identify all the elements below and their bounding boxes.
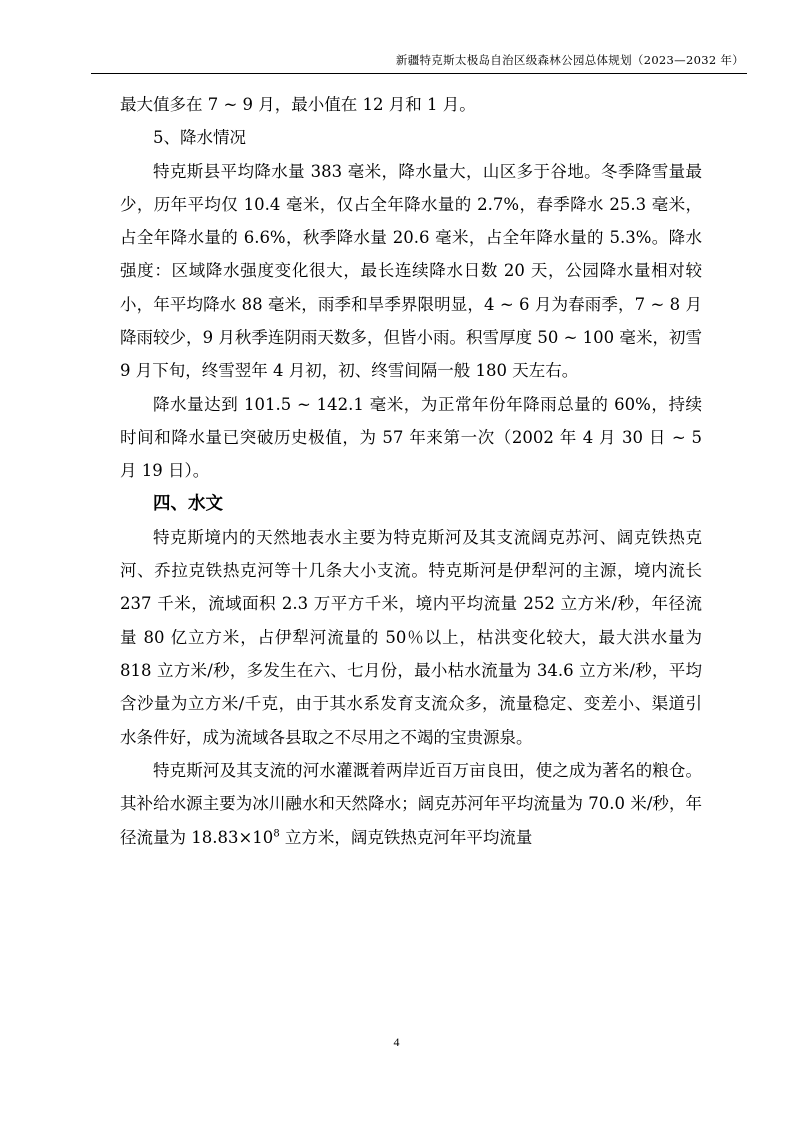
section-heading-hydrology: 四、水文 (153, 493, 223, 514)
paragraph-precipitation-record: 降水量达到 101.5 ~ 142.1 毫米，为正常年份年降雨总量的 60%，持续时间和降水量已突破历史极值，为 57 年来第一次（2002 年 4 月 30 日 ~ 5 月 19 日）。 (120, 394, 702, 481)
page-number: 4 (393, 1035, 400, 1049)
header-rule (91, 73, 747, 74)
paragraph-temperature-tail: 最大值多在 7 ~ 9 月，最小值在 12 月和 1 月。 (120, 95, 476, 114)
paragraph-irrigation (120, 754, 702, 854)
paragraph-precipitation: 特克斯县平均降水量 383 毫米，降水量大，山区多于谷地。冬季降雪量最少，历年平均仅 10.4 毫米，仅占全年降水量的 2.7%，春季降水 25.3 毫米，占全年降水量的 6.6%，秋季降水量 20.6 毫米，占全年降水量的 5.3%。降水强度：区域降水强度变化很大，最长连续降水日数 20 天，公园降水量相对较小，年平均降水 88 毫米，雨季和旱季界限明显，4 ~ 6 月为春雨季，7 ~ 8 月降雨较少，9 月秋季连阴雨天数多，但皆小雨。积雪厚度 50 ~ 100 毫米，初雪 9 月下旬，终雪翌年 4 月初，初、终雪间隔一般 180 天左右。 (120, 161, 702, 381)
exponent: 8 (273, 828, 280, 840)
paragraph-irrigation-text: 特克斯河及其支流的河水灌溉着两岸近百万亩良田，使之成为著名的粮仓。其补给水源主要为冰川融水和天然降水；阔克苏河年平均流量为 70.0 米/秒，年径流量为 18.83×10 (120, 760, 702, 847)
paragraph-irrigation-text-end: 立方米，阔克铁热克河年平均流量 (279, 827, 533, 847)
subheading-precipitation: 5、降水情况 (153, 128, 246, 148)
paragraph-hydrology: 特克斯境内的天然地表水主要为特克斯河及其支流阔克苏河、阔克铁热克河、乔拉克铁热克河等十几条大小支流。特克斯河是伊犁河的主源，境内流长 237 千米，流域面积 2.3 万平方千米，境内平均流量 252 立方米/秒，年径流量 80 亿立方米，占伊犁河流量的 50％以上，枯洪变化较大，最大洪水量为 818 立方米/秒，多发生在六、七月份，最小枯水流量为 34.6 立方米/秒，平均含沙量为立方米/千克，由于其水系发育支流众多，流量稳定、变差小、渠道引水条件好，成为流域各县取之不尽用之不竭的宝贵源泉。 (120, 527, 702, 747)
running-header: 新疆特克斯太极岛自治区级森林公园总体规划（2023—2032 年） (395, 53, 744, 67)
body-text (120, 88, 702, 854)
